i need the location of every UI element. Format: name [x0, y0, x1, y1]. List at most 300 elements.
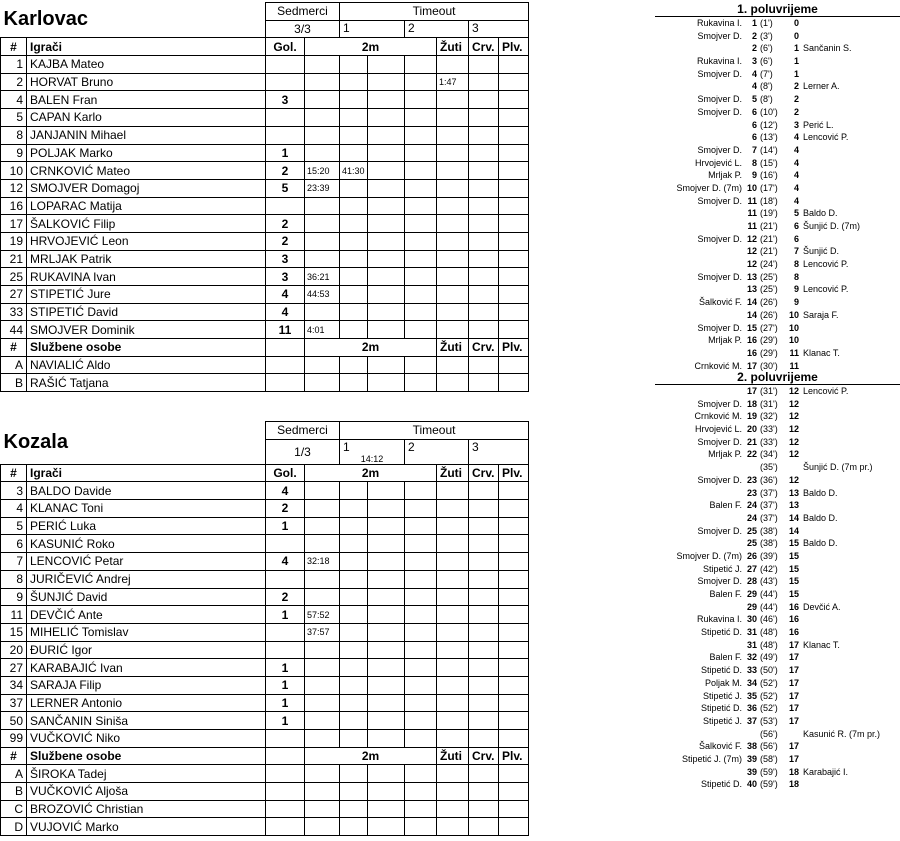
header-players: Igrači	[27, 464, 266, 482]
player-name: SANČANIN Siniša	[27, 712, 266, 730]
log-event	[655, 207, 900, 220]
log-minute: (38')	[760, 525, 778, 536]
player-red	[469, 570, 499, 588]
player-red	[469, 482, 499, 500]
log-score-away: 10	[788, 322, 799, 333]
official-cell	[499, 374, 529, 392]
sedmerci-value: 1/3	[266, 439, 340, 464]
player-2m-3	[368, 694, 405, 712]
player-yellow	[437, 232, 469, 250]
player-name: STIPETIĆ David	[27, 303, 266, 321]
player-red	[469, 303, 499, 321]
log-score-away: 17	[788, 753, 799, 764]
player-2m-1: 23:39	[305, 179, 340, 197]
header-num: #	[1, 38, 27, 56]
team-name	[1, 3, 266, 38]
player-yellow: 1:47	[437, 73, 469, 91]
player-blue	[499, 250, 529, 268]
official-cell	[469, 800, 499, 818]
player-blue	[499, 126, 529, 144]
log-minute: (25')	[760, 271, 778, 282]
player-name: STIPETIĆ Jure	[27, 286, 266, 304]
log-score-home: 33	[746, 665, 757, 676]
official-cell	[405, 765, 437, 783]
player-name: DEVČIĆ Ante	[27, 606, 266, 624]
player-yellow	[437, 215, 469, 233]
player-2m-4	[405, 553, 437, 571]
event-log-half1	[655, 2, 900, 372]
player-2m-3	[368, 588, 405, 606]
player-2m-1	[305, 126, 340, 144]
log-event	[655, 639, 900, 652]
log-event	[655, 512, 900, 525]
log-scorer-home: Crnković M.	[694, 360, 742, 371]
log-score-home: 23	[746, 487, 757, 498]
log-event	[655, 131, 900, 144]
log-score-home: 22	[746, 449, 757, 460]
player-goals: 11	[266, 321, 305, 339]
log-scorer-away: Baldo D.	[803, 487, 838, 498]
log-score-away: 14	[788, 525, 799, 536]
player-2m-2	[340, 676, 368, 694]
player-blue	[499, 553, 529, 571]
player-2m-4	[405, 606, 437, 624]
log-scorer-away: Klanac T.	[803, 347, 840, 358]
player-2m-4	[405, 730, 437, 748]
log-score-away: 4	[793, 132, 799, 143]
player-row	[1, 73, 529, 91]
log-scorer-home: Mrljak P.	[708, 170, 742, 181]
log-event	[655, 80, 900, 93]
player-red	[469, 730, 499, 748]
player-2m-4	[405, 286, 437, 304]
player-number: 3	[1, 482, 27, 500]
log-minute: (30')	[760, 360, 778, 371]
player-2m-1: 32:18	[305, 553, 340, 571]
player-name: SMOJVER Dominik	[27, 321, 266, 339]
player-red	[469, 321, 499, 339]
log-scorer-away: Baldo D.	[803, 538, 838, 549]
log-score-away: 12	[788, 449, 799, 460]
player-blue	[499, 730, 529, 748]
player-number: 4	[1, 500, 27, 518]
player-goals	[266, 623, 305, 641]
player-row	[1, 659, 529, 677]
player-2m-4	[405, 197, 437, 215]
log-event	[655, 182, 900, 195]
log-event	[655, 728, 900, 741]
log-scorer-home: Šalković F.	[698, 741, 742, 752]
official-row	[1, 356, 529, 374]
officials-header-2m: 2m	[305, 339, 437, 357]
log-event	[655, 601, 900, 614]
official-cell	[437, 374, 469, 392]
log-score-away: 15	[788, 563, 799, 574]
log-score-away: 0	[793, 30, 799, 41]
log-event	[655, 753, 900, 766]
player-row	[1, 623, 529, 641]
player-goals: 3	[266, 268, 305, 286]
official-cell	[437, 800, 469, 818]
player-2m-1	[305, 482, 340, 500]
official-letter: A	[1, 356, 27, 374]
player-red	[469, 268, 499, 286]
log-event	[655, 740, 900, 753]
log-minute: (34')	[760, 449, 778, 460]
log-event	[655, 525, 900, 538]
log-scorer-home: Rukavina I.	[696, 614, 742, 625]
log-score-home: 11	[747, 208, 757, 219]
player-red	[469, 179, 499, 197]
official-name: RAŠIĆ Tatjana	[27, 374, 266, 392]
player-number: 44	[1, 321, 27, 339]
player-2m-2	[340, 659, 368, 677]
player-2m-4	[405, 73, 437, 91]
player-yellow	[437, 535, 469, 553]
log-event	[655, 106, 900, 119]
log-event	[655, 487, 900, 500]
player-goals: 2	[266, 232, 305, 250]
log-scorer-home: Stipetić D.	[700, 779, 742, 790]
log-score-away: 6	[793, 221, 799, 231]
log-score-away: 11	[789, 360, 799, 371]
timeout-num: 3	[472, 439, 479, 454]
log-event	[655, 233, 900, 246]
log-minute: (31')	[760, 398, 778, 409]
log-score-away: 7	[793, 246, 799, 257]
log-score-home: 12	[746, 246, 757, 257]
log-event	[655, 258, 900, 271]
log-score-away: 15	[788, 538, 799, 549]
player-red	[469, 215, 499, 233]
player-row	[1, 232, 529, 250]
player-number: 5	[1, 109, 27, 127]
player-goals: 3	[266, 91, 305, 109]
official-cell	[469, 374, 499, 392]
log-score-home: 26	[746, 550, 757, 561]
officials-header: Službene osobe	[27, 339, 266, 357]
player-2m-2	[340, 215, 368, 233]
player-red	[469, 250, 499, 268]
log-score-away: 17	[788, 652, 799, 663]
player-2m-4	[405, 179, 437, 197]
player-red	[469, 676, 499, 694]
player-blue	[499, 162, 529, 180]
log-minute: (52')	[760, 677, 778, 688]
log-minute: (49')	[760, 652, 778, 663]
log-score-home: 39	[746, 766, 757, 777]
half1-title: 1. poluvrijeme	[655, 2, 900, 17]
player-row	[1, 197, 529, 215]
officials-header: Službene osobe	[27, 747, 266, 765]
player-red	[469, 73, 499, 91]
log-scorer-home: Smojver D.	[697, 94, 742, 105]
log-event	[655, 309, 900, 322]
player-2m-3	[368, 56, 405, 74]
log-event	[655, 461, 900, 474]
official-cell	[266, 374, 305, 392]
player-row	[1, 694, 529, 712]
player-2m-2	[340, 268, 368, 286]
player-2m-3	[368, 162, 405, 180]
player-2m-2	[340, 553, 368, 571]
log-event	[655, 626, 900, 639]
player-row	[1, 570, 529, 588]
log-minute: (59')	[760, 766, 778, 777]
timeout-1	[340, 20, 405, 38]
player-number: 25	[1, 268, 27, 286]
player-2m-2	[340, 570, 368, 588]
player-2m-1	[305, 517, 340, 535]
player-2m-3	[368, 570, 405, 588]
player-row	[1, 641, 529, 659]
log-minute: (29')	[760, 347, 778, 358]
player-goals: 4	[266, 303, 305, 321]
log-event	[655, 195, 900, 208]
log-score-away: 13	[788, 500, 799, 511]
log-minute: (3')	[760, 30, 773, 41]
official-cell	[305, 765, 340, 783]
log-event	[655, 423, 900, 436]
player-2m-1: 4:01	[305, 321, 340, 339]
player-blue	[499, 232, 529, 250]
officials-header-num: #	[1, 747, 27, 765]
official-cell	[340, 374, 368, 392]
player-2m-2	[340, 197, 368, 215]
log-score-home: 4	[751, 68, 757, 79]
log-minute: (58')	[760, 753, 778, 764]
log-score-away: 16	[788, 601, 799, 612]
log-minute: (37')	[760, 500, 778, 511]
log-event	[655, 42, 900, 55]
log-scorer-home: Smojver D.	[697, 436, 742, 447]
official-cell	[469, 765, 499, 783]
player-2m-3	[368, 197, 405, 215]
team-name-text: Kozala	[3, 431, 68, 454]
player-2m-3	[368, 553, 405, 571]
official-cell	[368, 374, 405, 392]
player-number: 8	[1, 126, 27, 144]
log-score-home: 16	[746, 347, 757, 358]
log-score-away: 17	[788, 715, 799, 726]
player-2m-3	[368, 126, 405, 144]
log-minute: (21')	[760, 246, 778, 257]
log-score-home: 11	[747, 195, 757, 206]
log-event	[655, 563, 900, 576]
player-blue	[499, 517, 529, 535]
player-2m-1	[305, 250, 340, 268]
log-minute: (14')	[760, 144, 778, 155]
log-event	[655, 499, 900, 512]
player-name: ĐURIĆ Igor	[27, 641, 266, 659]
log-score-away: 2	[793, 94, 799, 105]
player-2m-4	[405, 676, 437, 694]
player-goals	[266, 109, 305, 127]
log-score-home: 39	[746, 753, 757, 764]
player-goals: 1	[266, 694, 305, 712]
player-yellow	[437, 321, 469, 339]
log-score-away: 17	[788, 677, 799, 688]
log-score-home: 2	[751, 30, 757, 41]
player-number: 11	[1, 606, 27, 624]
timeout-label: Timeout	[340, 3, 529, 21]
log-event	[655, 334, 900, 347]
log-scorer-home: Mrljak P.	[708, 335, 742, 346]
player-2m-3	[368, 641, 405, 659]
official-cell	[437, 818, 469, 836]
official-cell	[305, 783, 340, 801]
player-2m-2	[340, 500, 368, 518]
player-2m-2	[340, 606, 368, 624]
player-2m-4	[405, 144, 437, 162]
player-2m-2	[340, 286, 368, 304]
official-name: NAVIALIĆ Aldo	[27, 356, 266, 374]
player-2m-1	[305, 500, 340, 518]
player-2m-2	[340, 303, 368, 321]
player-2m-3	[368, 303, 405, 321]
log-score-home: 1	[751, 18, 757, 28]
log-score-home: 17	[746, 360, 757, 371]
player-2m-4	[405, 321, 437, 339]
player-2m-1	[305, 56, 340, 74]
log-scorer-home: Smojver D.	[697, 30, 742, 41]
log-score-home: 2	[751, 43, 757, 54]
log-score-home: 6	[751, 119, 757, 130]
player-number: 9	[1, 588, 27, 606]
log-minute: (33')	[760, 436, 778, 447]
official-row	[1, 374, 529, 392]
player-blue	[499, 712, 529, 730]
official-cell	[499, 765, 529, 783]
log-scorer-away: Lerner A.	[803, 81, 840, 92]
player-name: KAJBA Mateo	[27, 56, 266, 74]
header-gol: Gol.	[266, 38, 305, 56]
player-goals: 1	[266, 144, 305, 162]
log-scorer-home: Smojver D.	[697, 144, 742, 155]
log-minute: (21')	[760, 233, 778, 244]
player-goals	[266, 730, 305, 748]
player-blue	[499, 109, 529, 127]
player-number: 9	[1, 144, 27, 162]
player-2m-4	[405, 232, 437, 250]
log-scorer-home: Smojver D.	[697, 576, 742, 587]
header-red: Crv.	[469, 38, 499, 56]
timeout-2	[405, 439, 469, 464]
log-scorer-away: Šunjić D. (7m)	[803, 221, 861, 231]
player-2m-3	[368, 232, 405, 250]
player-2m-1: 37:57	[305, 623, 340, 641]
player-2m-1: 57:52	[305, 606, 340, 624]
official-cell	[305, 374, 340, 392]
player-2m-4	[405, 215, 437, 233]
player-goals: 2	[266, 500, 305, 518]
log-minute: (53')	[760, 715, 778, 726]
log-score-away: 11	[789, 347, 799, 358]
player-2m-2	[340, 641, 368, 659]
player-row	[1, 303, 529, 321]
player-2m-1	[305, 712, 340, 730]
log-score-home: 4	[751, 81, 757, 92]
log-score-home: 31	[746, 639, 757, 650]
player-2m-1: 44:53	[305, 286, 340, 304]
official-cell	[368, 783, 405, 801]
log-score-home: 24	[746, 512, 757, 523]
player-yellow	[437, 570, 469, 588]
player-2m-2	[340, 56, 368, 74]
player-blue	[499, 286, 529, 304]
player-number: 21	[1, 250, 27, 268]
player-2m-4	[405, 268, 437, 286]
timeout-2	[405, 20, 469, 38]
log-event	[655, 690, 900, 703]
header-2m: 2m	[305, 38, 437, 56]
log-event	[655, 322, 900, 335]
log-score-home: 16	[746, 335, 757, 346]
player-goals	[266, 570, 305, 588]
log-score-away: 17	[788, 741, 799, 752]
player-2m-3	[368, 286, 405, 304]
player-name: PERIĆ Luka	[27, 517, 266, 535]
player-name: CAPAN Karlo	[27, 109, 266, 127]
player-2m-3	[368, 179, 405, 197]
player-blue	[499, 694, 529, 712]
player-2m-1	[305, 730, 340, 748]
player-2m-4	[405, 535, 437, 553]
player-row	[1, 286, 529, 304]
log-scorer-away: Šunjić D. (7m pr.)	[803, 462, 873, 473]
player-goals	[266, 535, 305, 553]
player-red	[469, 553, 499, 571]
player-number: 10	[1, 162, 27, 180]
player-2m-2	[340, 517, 368, 535]
log-score-away: 17	[788, 639, 799, 650]
official-cell	[405, 356, 437, 374]
official-letter: A	[1, 765, 27, 783]
official-cell	[305, 818, 340, 836]
player-name: KASUNIĆ Roko	[27, 535, 266, 553]
log-minute: (8')	[760, 81, 773, 92]
log-score-home: 12	[746, 259, 757, 270]
player-yellow	[437, 712, 469, 730]
log-minute: (33')	[760, 424, 778, 435]
log-score-home: 35	[746, 690, 757, 701]
log-scorer-home: Smojver D. (7m)	[676, 182, 742, 193]
log-scorer-home: Balen F.	[709, 652, 742, 663]
log-minute: (24')	[760, 259, 778, 270]
log-score-away: 5	[793, 208, 799, 219]
player-number: 1	[1, 56, 27, 74]
player-blue	[499, 570, 529, 588]
log-score-away: 2	[793, 106, 799, 117]
log-score-away: 18	[788, 779, 799, 790]
log-scorer-home: Mrljak P.	[708, 449, 742, 460]
player-goals	[266, 641, 305, 659]
timeout-num: 1	[343, 20, 350, 35]
official-letter: C	[1, 800, 27, 818]
official-cell	[437, 765, 469, 783]
player-2m-2	[340, 73, 368, 91]
log-event	[655, 766, 900, 779]
log-score-away: 12	[788, 398, 799, 409]
log-score-home: 6	[751, 106, 757, 117]
player-2m-1	[305, 659, 340, 677]
log-minute: (18')	[760, 195, 778, 206]
official-row	[1, 765, 529, 783]
player-number: 99	[1, 730, 27, 748]
player-2m-2	[340, 109, 368, 127]
log-minute: (29')	[760, 335, 778, 346]
player-2m-1	[305, 641, 340, 659]
